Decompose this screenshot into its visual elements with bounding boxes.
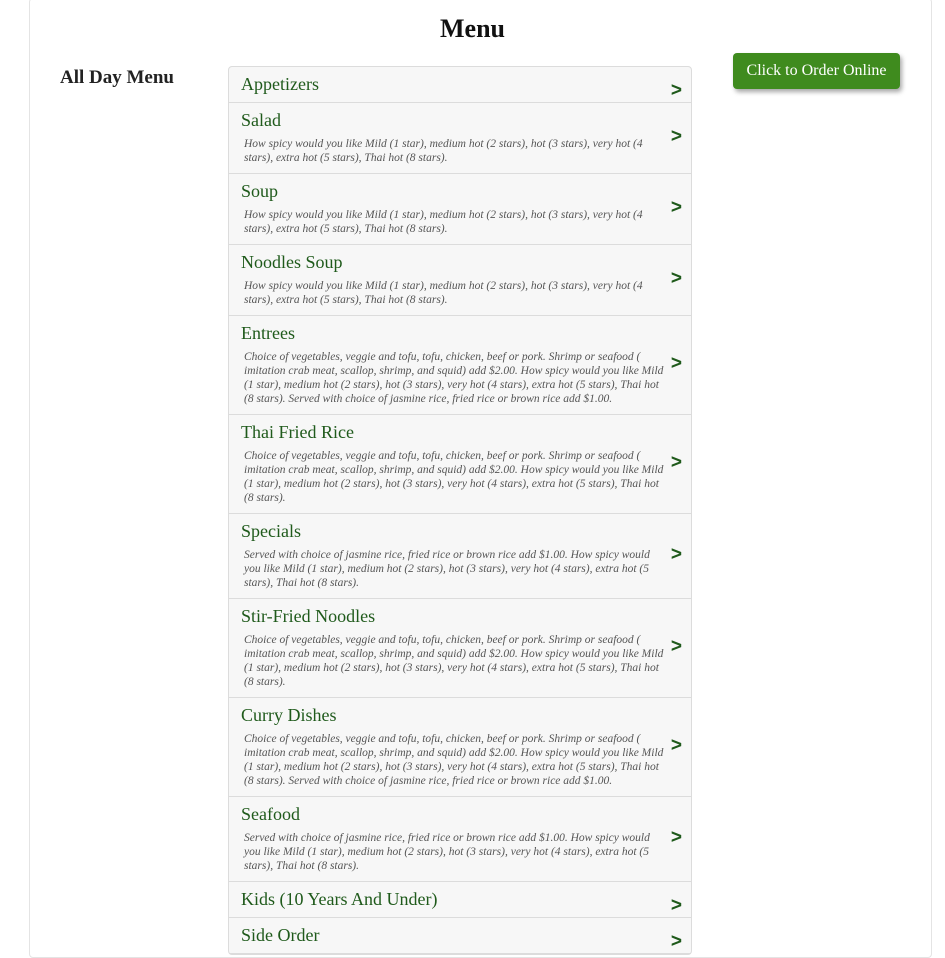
menu-category-kids-10-years-and-under[interactable]	[229, 882, 691, 918]
category-name[interactable]: Side Order	[241, 925, 320, 945]
chevron-right-icon[interactable]: >	[670, 826, 682, 848]
chevron-right-icon[interactable]: >	[670, 734, 682, 756]
category-description: Served with choice of jasmine rice, fried rice or brown rice add $1.00. How spicy would you like Mild (1 star), medium hot (2 stars), hot (3 stars), very hot (4 stars), extra hot (5 stars), Thai hot (8 stars).	[244, 549, 650, 589]
category-description: How spicy would you like Mild (1 star), medium hot (2 stars), hot (3 stars), very hot (4 stars), extra hot (5 stars), Thai hot (8 stars).	[244, 280, 643, 306]
menu-category-entrees[interactable]	[229, 316, 691, 415]
category-name[interactable]: Noodles Soup	[241, 252, 343, 272]
chevron-right-icon[interactable]: >	[670, 931, 682, 952]
category-description: Choice of vegetables, veggie and tofu, tofu, chicken, beef or pork. Shrimp or seafood ( imitation crab meat, scallop, shrimp, and squid) add $2.00. How spicy would you like Mild (1 star), medium hot (2 stars), hot (3 stars), very hot (4 stars), extra hot (5 stars), Thai hot (8 stars). Served with choice of jasmine rice, fried rice or brown rice add $1.00.	[244, 733, 664, 787]
menu-category-stir-fried-noodles[interactable]	[229, 599, 691, 698]
page-title: Menu	[440, 14, 505, 43]
order-online-button[interactable]: Click to Order Online	[733, 53, 900, 89]
category-description: Choice of vegetables, veggie and tofu, tofu, chicken, beef or pork. Shrimp or seafood ( imitation crab meat, scallop, shrimp, and squid) add $2.00. How spicy would you like Mild (1 star), medium hot (2 stars), hot (3 stars), very hot (4 stars), extra hot (5 stars), Thai hot (8 stars).	[244, 450, 664, 504]
category-description: Choice of vegetables, veggie and tofu, tofu, chicken, beef or pork. Shrimp or seafood ( imitation crab meat, scallop, shrimp, and squid) add $2.00. How spicy would you like Mild (1 star), medium hot (2 stars), hot (3 stars), very hot (4 stars), extra hot (5 stars), Thai hot (8 stars). Served with choice of jasmine rice, fried rice or brown rice add $1.00.	[244, 351, 664, 405]
chevron-right-icon[interactable]: >	[670, 451, 682, 473]
category-name[interactable]: Kids (10 Years And Under)	[241, 889, 438, 909]
menu-category-seafood[interactable]	[229, 797, 691, 882]
chevron-right-icon[interactable]: >	[670, 125, 682, 147]
category-name[interactable]: Salad	[241, 110, 281, 130]
category-name[interactable]: Specials	[241, 521, 301, 541]
chevron-right-icon[interactable]: >	[670, 196, 682, 218]
category-name[interactable]: Soup	[241, 181, 279, 201]
chevron-right-icon[interactable]: >	[670, 635, 682, 657]
chevron-right-icon[interactable]: >	[670, 80, 682, 101]
menu-category-curry-dishes[interactable]	[229, 698, 691, 797]
menu-category-list	[228, 66, 692, 955]
menu-category-soup[interactable]	[229, 174, 691, 245]
menu-category-specials[interactable]	[229, 514, 691, 599]
menu-category-side-order[interactable]	[229, 918, 691, 954]
menu-category-salad[interactable]	[229, 103, 691, 174]
category-description: How spicy would you like Mild (1 star), medium hot (2 stars), hot (3 stars), very hot (4 stars), extra hot (5 stars), Thai hot (8 stars).	[244, 138, 643, 164]
category-name[interactable]: Thai Fried Rice	[241, 422, 354, 442]
chevron-right-icon[interactable]: >	[670, 543, 682, 565]
menu-section-title: All Day Menu	[60, 67, 174, 88]
chevron-right-icon[interactable]: >	[670, 267, 682, 289]
chevron-right-icon[interactable]: >	[670, 352, 682, 374]
category-description: How spicy would you like Mild (1 star), medium hot (2 stars), hot (3 stars), very hot (4 stars), extra hot (5 stars), Thai hot (8 stars).	[244, 209, 643, 235]
category-description: Choice of vegetables, veggie and tofu, tofu, chicken, beef or pork. Shrimp or seafood ( imitation crab meat, scallop, shrimp, and squid) add $2.00. How spicy would you like Mild (1 star), medium hot (2 stars), hot (3 stars), very hot (4 stars), extra hot (5 stars), Thai hot (8 stars).	[244, 634, 664, 688]
category-name[interactable]: Entrees	[241, 323, 295, 343]
category-name[interactable]: Curry Dishes	[241, 705, 337, 725]
chevron-right-icon[interactable]: >	[670, 895, 682, 916]
menu-category-appetizers[interactable]	[229, 67, 691, 103]
category-name[interactable]: Appetizers	[241, 74, 319, 94]
category-name[interactable]: Stir-Fried Noodles	[241, 606, 376, 626]
menu-category-noodles-soup[interactable]	[229, 245, 691, 316]
category-name[interactable]: Seafood	[241, 804, 300, 824]
menu-category-thai-fried-rice[interactable]	[229, 415, 691, 514]
category-description: Served with choice of jasmine rice, fried rice or brown rice add $1.00. How spicy would you like Mild (1 star), medium hot (2 stars), hot (3 stars), very hot (4 stars), extra hot (5 stars), Thai hot (8 stars).	[244, 832, 650, 872]
